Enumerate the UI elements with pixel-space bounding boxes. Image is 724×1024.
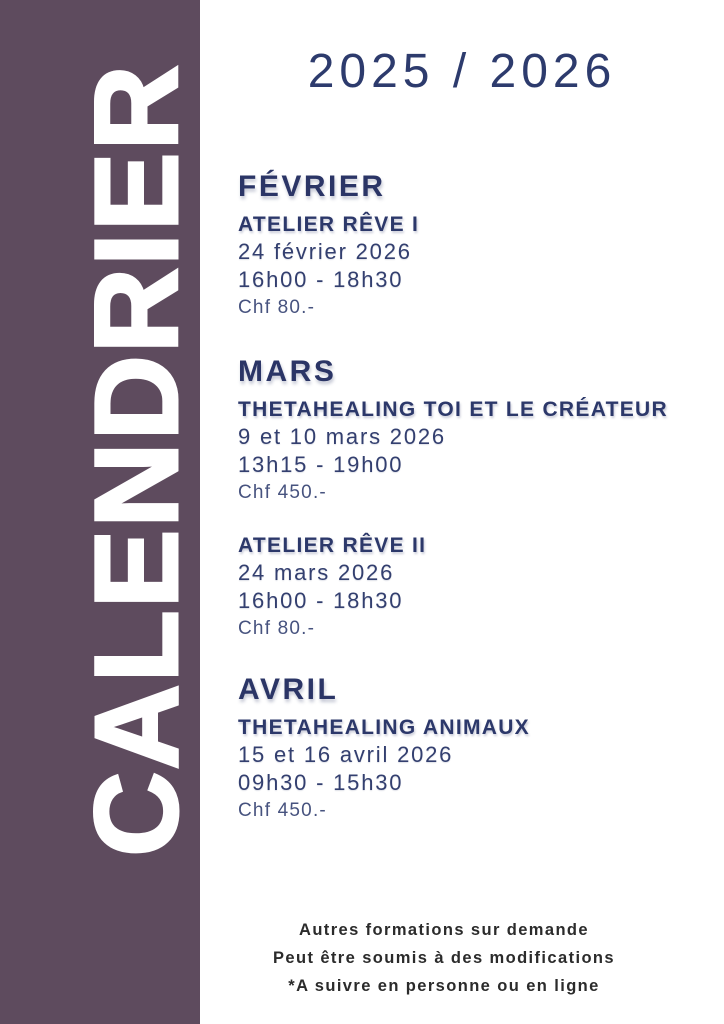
event-title: ATELIER RÊVE I — [238, 213, 420, 236]
month-section-fevrier — [238, 170, 708, 322]
event-time: 16h00 - 18h30 — [238, 267, 404, 292]
event-time: 09h30 - 15h30 — [238, 770, 404, 795]
event-price: Chf 80.- — [238, 297, 316, 318]
event-time: 16h00 - 18h30 — [238, 588, 404, 613]
event-title: THETAHEALING ANIMAUX — [238, 716, 530, 739]
event — [238, 212, 708, 322]
sidebar-vertical-title: CALENDRIER — [71, 63, 203, 857]
footer-note-line: Peut être soumis à des modifications — [273, 949, 615, 967]
event-price: Chf 80.- — [238, 618, 316, 639]
sidebar — [0, 0, 203, 1024]
event — [238, 397, 708, 507]
event-date: 15 et 16 avril 2026 — [238, 742, 454, 767]
event-date: 24 mars 2026 — [238, 560, 395, 585]
event-title: THETAHEALING TOI ET LE CRÉATEUR — [238, 398, 668, 421]
footer-note-line: Autres formations sur demande — [299, 921, 589, 939]
month-heading: AVRIL — [238, 673, 339, 706]
month-section-avril — [238, 673, 708, 825]
event-price: Chf 450.- — [238, 800, 327, 821]
event-title: ATELIER RÊVE II — [238, 534, 427, 557]
event-time: 13h15 - 19h00 — [238, 452, 404, 477]
event — [238, 715, 708, 825]
event-date: 24 février 2026 — [238, 239, 412, 264]
event-price: Chf 450.- — [238, 482, 327, 503]
event-date: 9 et 10 mars 2026 — [238, 424, 446, 449]
footer-notes — [194, 916, 694, 1000]
month-heading: MARS — [238, 355, 337, 388]
month-section-mars — [238, 355, 708, 507]
month-section-mars-event-2 — [238, 533, 708, 643]
month-heading: FÉVRIER — [238, 170, 386, 203]
footer-note-line: *A suivre en personne ou en ligne — [288, 977, 600, 995]
event — [238, 533, 708, 643]
year-range-title: 2025 / 2026 — [307, 45, 617, 98]
